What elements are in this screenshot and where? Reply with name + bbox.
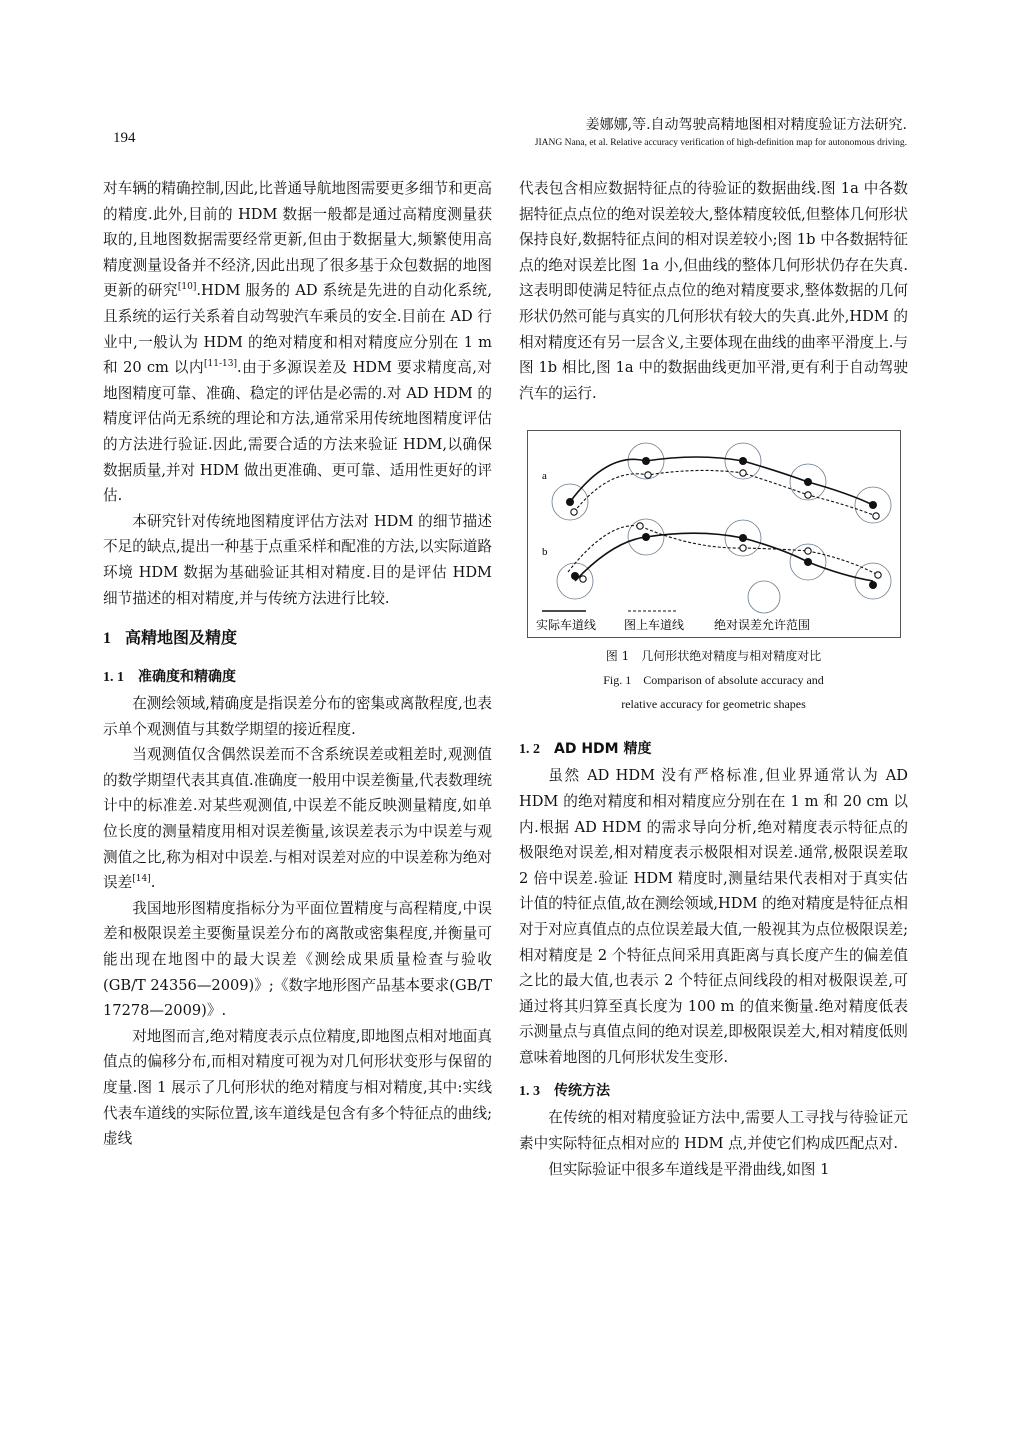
map-lane-line-a <box>574 471 876 517</box>
paragraph: 本研究针对传统地图精度评估方法对 HDM 的细节描述不足的缺点,提出一种基于点重采样和配准的方法,以实际道路环境 HDM 数据为基础验证其相对精度.目的是评估 HDM 细节描述的相对精度,并与传统方法进行比较. <box>103 512 492 607</box>
paragraph: 但实际验证中很多车道线是平滑曲线,如图 1 <box>548 1160 830 1178</box>
figure-1 <box>519 430 908 716</box>
subsection-heading: 1. 1 准确度和精确度 <box>103 669 236 686</box>
left-column <box>103 176 492 1152</box>
paragraph: 对车辆的精确控制,因此,比普通导航地图需要更多细节和更高的精度.此外,目前的 HDM 数据一般都是通过高精度测量获取的,且地图数据需要经常更新,但由于数据量大,频繁使用高精度测量设备并不经济,因此出现了很多基于众包数据的地图更新的研究[10].HDM 服务的 AD 系统是先进的自动化系统,且系统的运行关系着自动驾驶汽车乘员的安全.目前在 AD 行业中,一般认为 HDM 的绝对精度和相对精度应分别在 1 m 和 20 cm 以内[11-13].由于多源误差及 HDM 要求精度高,对地图精度可靠、准确、稳定的评估是必需的.对 AD HDM 的精度评估尚无系统的理论和方法,通常采用传统地图精度评估的方法进行验证.因此,需要合适的方法来验证 HDM,以确保数据质量,并对 HDM 做出更准确、更可靠、适用性更好的评估. <box>103 180 493 505</box>
label-b: b <box>541 546 547 559</box>
paragraph: 在测绘领域,精确度是指误差分布的密集或离散程度,也表示单个观测值与其数学期望的接近程度. <box>103 695 492 738</box>
tolerance-circles-b <box>557 519 891 613</box>
actual-lane-line-a <box>570 457 873 505</box>
caption-english-line2: relative accuracy for geometric shapes <box>621 697 806 712</box>
subsection-heading: 1. 2 AD HDM 精度 <box>519 741 652 758</box>
page-number: 194 <box>113 130 136 146</box>
tolerance-circles-a <box>552 443 891 523</box>
paragraph: 我国地形图精度指标分为平面位置精度与高程精度,中误差和极限误差主要衡量误差分布的离散或密集程度,并衡量可能出现在地图中的最大误差《测绘成果质量检查与验收(GB/T 24356—2009)》;《数字地形图产品基本要求(GB/T 17278—2009)》. <box>103 899 492 1020</box>
paragraph: 对地图而言,绝对精度表示点位精度,即地图点相对地面真值点的偏移分布,而相对精度可视为对几何形状变形与保留的度量.图 1 展示了几何形状的绝对精度与相对精度,其中:实线代表车道线的实际位置,该车道线是包含有多个特征点的曲线;虚线 <box>103 1027 492 1148</box>
actual-points-b <box>571 533 877 589</box>
header-chinese: 姜娜娜,等.自动驾驶高精地图相对精度验证方法研究. <box>585 117 907 133</box>
paragraph: 当观测值仅含偶然误差而不含系统误差或粗差时,观测值的数学期望代表其真值.准确度一般用中误差衡量,代表数理统计中的标准差.对某些观测值,中误差不能反映测量精度,如单位长度的测量精度用相对误差衡量,该误差表示为中误差与观测值之比,称为相对中误差.与相对误差对应的中误差称为绝对误差[14]. <box>103 746 492 892</box>
section-heading: 1 高精地图及精度 <box>103 628 238 648</box>
paragraph: 代表包含相应数据特征点的待验证的数据曲线.图 1a 中各数据特征点点位的绝对误差较大,整体精度较低,但整体几何形状保持良好,数据特征点间的相对误差较小;图 1b 中各数据特征点的绝对误差比图 1a 小,但曲线的整体几何形状仍存在失真.这表明即使满足特征点点位的绝对精度要求,整体数据的几何形状仍然可能与真实的几何形状有较大的失真.此外,HDM 的相对精度还有另一层含义,主要体现在曲线的曲率平滑度上.与图 1b 相比,图 1a 中的数据曲线更加平滑,更有利于自动驾驶汽车的运行. <box>519 180 908 402</box>
actual-lane-line-b <box>575 534 873 582</box>
right-column <box>519 176 908 1182</box>
paragraph: 在传统的相对精度验证方法中,需要人工寻找与待验证元素中实际特征点相对应的 HDM 点,并使它们构成匹配点对. <box>519 1109 908 1153</box>
running-header <box>535 114 907 148</box>
subsection-heading: 1. 3 传统方法 <box>519 1083 610 1100</box>
label-a: a <box>541 470 547 483</box>
caption-chinese: 图 1 几何形状绝对精度与相对精度对比 <box>605 649 822 664</box>
citation: [10] <box>177 282 197 293</box>
legend-circle-label: 绝对误差允许范围 <box>713 618 810 633</box>
header-english: JIANG Nana, et al. Relative accuracy verification of high-definition map for autonomous driving. <box>534 138 907 148</box>
caption-english-line1: Fig. 1 Comparison of absolute accuracy and <box>603 673 824 688</box>
legend-dashed-label: 图上车道线 <box>623 618 684 633</box>
figure-caption <box>519 644 908 716</box>
citation: [14] <box>132 874 151 885</box>
paragraph: 虽然 AD HDM 没有严格标准,但业界通常认为 AD HDM 的绝对精度和相对精度应分别在在 1 m 和 20 cm 以内.根据 AD HDM 的需求导向分析,绝对精度表示特征点的极限绝对误差,相对精度表示极限相对误差.通常,极限误差取 2 倍中误差.验证 HDM 精度时,测量结果代表相对于真实估计值的特征点值,故在测绘领域,HDM 的绝对精度是特征点相对于对应真值点的点位误差最大值,一般视其为点位极限误差;相对精度是 2 个特征点间采用真距离与真长度产生的偏差值之比的最大值,也表示 2 个特征点间线段的相对极限误差,可通过将其归算至真长度为 100 m 的值来衡量.绝对精度低表示测量点与真值点间的绝对误差,即极限误差大,相对精度低则意味着地图的几何形状发生变形. <box>519 767 908 1066</box>
citation: [11-13] <box>204 359 238 370</box>
map-points-b <box>579 523 880 582</box>
map-lane-line-b <box>568 526 878 575</box>
figure-diagram <box>527 430 901 638</box>
legend-solid-label: 实际车道线 <box>535 618 596 633</box>
